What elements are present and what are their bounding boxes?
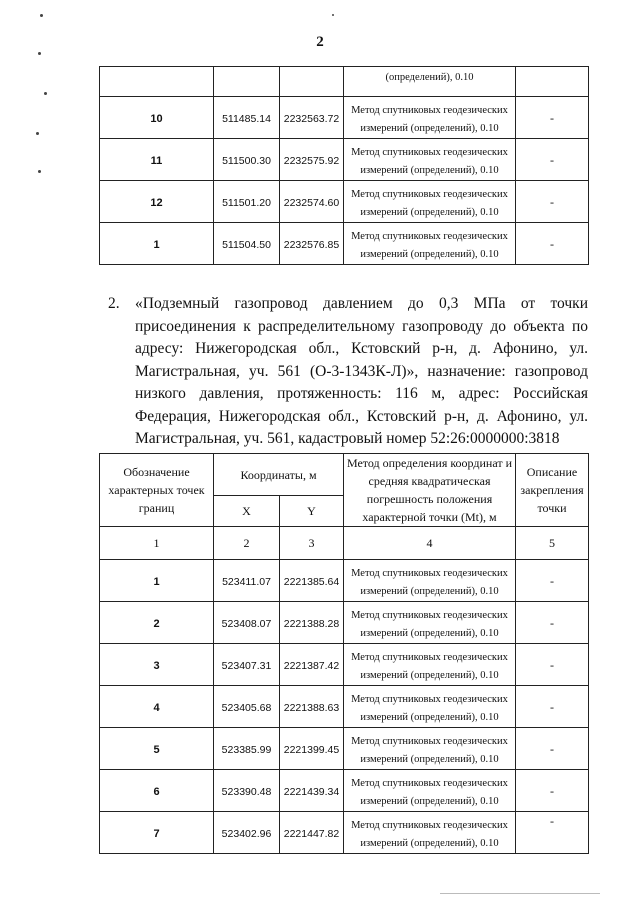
method-cell: Метод спутниковых геодезических измерений (определений), 0.10 [344,560,516,602]
point-label: 10 [100,97,214,139]
coord-y: 2221388.28 [280,602,344,644]
table-row [100,728,589,770]
page-number: 2 [316,34,324,50]
method-cell: Метод спутниковых геодезических измерений (определений), 0.10 [344,770,516,812]
column-numbers-row [100,527,589,560]
coord-x: 511485.14 [214,97,280,139]
coord-x: 523390.48 [214,770,280,812]
header-designation: Обозначение характерных точек границ [100,454,214,527]
coord-y: 2221385.64 [280,560,344,602]
list-marker: 2. [108,295,120,312]
point-label: 1 [100,560,214,602]
scan-speck [332,14,334,16]
desc-cell: - [516,770,589,812]
coord-y: 2221387.42 [280,644,344,686]
coord-x: 511501.20 [214,181,280,223]
object-description-text: «Подземный газопровод давлением до 0,3 МПа от точки присоединения к распределительному газопроводу до объекта по адресу: Нижегородская обл., Кстовский р-н, д. Афонино, ул. Магистральная, уч. 561 (О-3-1343К-Л)», назначение: газопровод низкого давления, протяженность: 116 м, адрес: Российская Федерация, Нижегородская обл., Кстовский р-н, д. Афонино, ул. Магистральная, уч. 561, кадастровый номер 52:26:0000000:3818 [135,295,588,447]
point-label: 12 [100,181,214,223]
point-label [100,67,214,97]
method-cell: Метод спутниковых геодезических измерений (определений), 0.10 [344,223,516,265]
table-row [100,181,589,223]
table-row [100,560,589,602]
point-label: 1 [100,223,214,265]
method-cell: Метод спутниковых геодезических измерений (определений), 0.10 [344,139,516,181]
scan-speck [44,92,47,95]
point-label: 2 [100,602,214,644]
table-row [100,686,589,728]
table-row [100,67,589,97]
coord-x: 523411.07 [214,560,280,602]
coord-y: 2221399.45 [280,728,344,770]
header-coords: Координаты, м [214,454,344,496]
table-row [100,812,589,854]
header-method: Метод определения координат и средняя квадратическая погрешность положения характерной точки (Mt), м [344,454,516,527]
desc-cell: - [516,644,589,686]
method-cell: (определений), 0.10 [344,67,516,97]
column-number: 3 [280,527,344,560]
header-desc: Описание закрепления точки [516,454,589,527]
point-label: 4 [100,686,214,728]
object-description [108,293,588,451]
header-y: Y [280,496,344,527]
desc-cell: - [516,139,589,181]
table-row [100,602,589,644]
desc-cell: - [516,728,589,770]
coord-y: 2221439.34 [280,770,344,812]
method-cell: Метод спутниковых геодезических измерений (определений), 0.10 [344,686,516,728]
scan-speck [36,132,39,135]
coord-x: 523407.31 [214,644,280,686]
point-label: 11 [100,139,214,181]
column-number: 1 [100,527,214,560]
method-cell: Метод спутниковых геодезических измерений (определений), 0.10 [344,812,516,854]
coord-y [280,67,344,97]
table-row [100,223,589,265]
coord-x: 523385.99 [214,728,280,770]
method-cell: Метод спутниковых геодезических измерений (определений), 0.10 [344,97,516,139]
coord-y: 2232563.72 [280,97,344,139]
method-cell: Метод спутниковых геодезических измерений (определений), 0.10 [344,728,516,770]
coord-x [214,67,280,97]
scan-speck [38,170,41,173]
header-row [100,454,589,496]
desc-cell [516,67,589,97]
continuation-table [99,66,589,265]
desc-cell: - [516,97,589,139]
point-label: 3 [100,644,214,686]
coord-y: 2221388.63 [280,686,344,728]
table-row [100,770,589,812]
point-label: 7 [100,812,214,854]
point-label: 5 [100,728,214,770]
coord-y: 2232574.60 [280,181,344,223]
point-label: 6 [100,770,214,812]
method-cell: Метод спутниковых геодезических измерений (определений), 0.10 [344,181,516,223]
column-number: 4 [344,527,516,560]
table-row [100,139,589,181]
method-cell: Метод спутниковых геодезических измерений (определений), 0.10 [344,644,516,686]
column-number: 5 [516,527,589,560]
header-x: X [214,496,280,527]
desc-cell: - [516,181,589,223]
desc-cell: - [516,560,589,602]
coord-y: 2232575.92 [280,139,344,181]
coord-x: 511504.50 [214,223,280,265]
scan-speck [38,52,41,55]
coord-x: 511500.30 [214,139,280,181]
page-edge-line [440,893,600,894]
desc-cell: - [516,223,589,265]
coord-x: 523402.96 [214,812,280,854]
coord-y: 2232576.85 [280,223,344,265]
coord-x: 523408.07 [214,602,280,644]
coordinates-table [99,453,589,854]
desc-cell: - [516,686,589,728]
coord-y: 2221447.82 [280,812,344,854]
desc-cell: - [516,812,589,854]
table-row [100,97,589,139]
coord-x: 523405.68 [214,686,280,728]
desc-cell: - [516,602,589,644]
scan-speck [40,14,43,17]
method-cell: Метод спутниковых геодезических измерений (определений), 0.10 [344,602,516,644]
column-number: 2 [214,527,280,560]
table-row [100,644,589,686]
